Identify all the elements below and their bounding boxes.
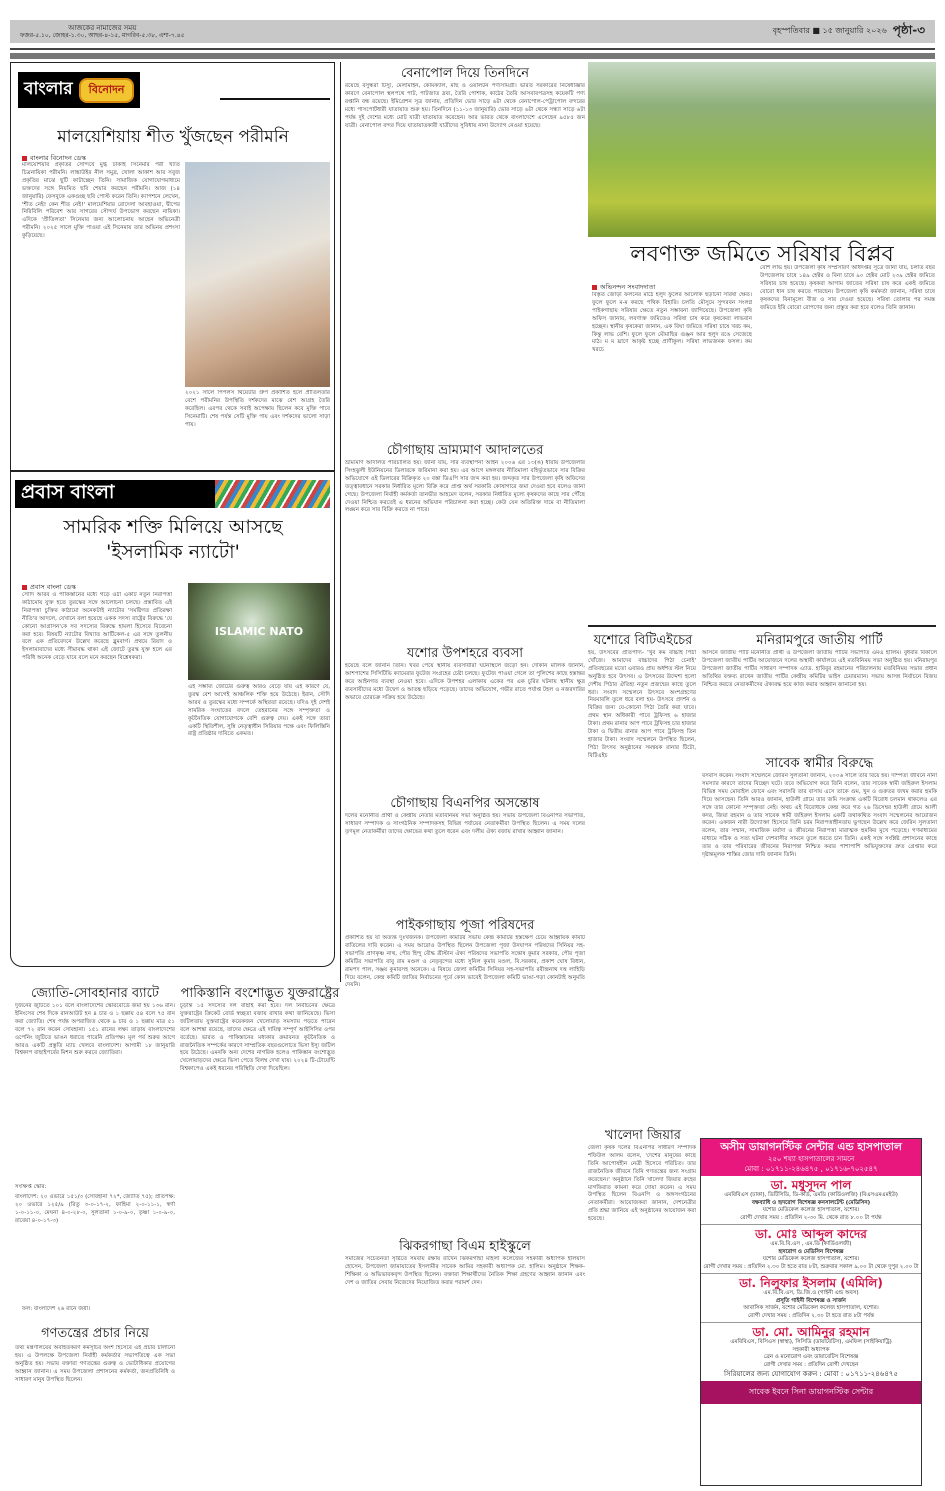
ad-header: [701, 1139, 921, 1176]
page-header-bar: [10, 20, 935, 43]
doctor-hours: রোগী দেখার সময় : প্রতিদিন ২-৩০ মি. থেকে রাত ৮.০০ টা পর্যন্ত: [740, 1214, 882, 1221]
abroad-body-2: এই সম্ভাব্য জোটের গুরুত্ব আরও বেড়ে যায় এই কারণে যে, তুরস্ক বেশ আগেই আঞ্চলিক শক্তি হয়ে উঠেছে। ইরান, সৌদি আরব ও তুরস্কের মধ্যে সম্পর্কে অস্থিরতা রয়েছে। যদিও দুই দেশই সামরিক সংঘাতের বদলে তেহরানের সঙ্গে সম্পৃক্ততা ও কূটনৈতিক যোগাযোগকে বেশি গুরুত্ব দেয়। একই সঙ্গে তারা একটি স্থিতিশীল, সুন্নি নেতৃত্বাধীন সিরিয়ার পক্ষে এবং ফিলিস্তিনি রাষ্ট্র প্রতিষ্ঠার দাবিতে একমত।: [188, 684, 330, 738]
doctor-specialty: হৃদরোগ ও মেডিসিন বিশেষজ্ঞ: [778, 1248, 844, 1255]
byline-text: প্রবাস বাংলা ডেস্ক: [30, 583, 76, 591]
doctor-name: ডা. মো. আমিনুর রহমান: [752, 1325, 870, 1339]
header-rule: [10, 48, 935, 50]
mustard-headline: লবণাক্ত জমিতে সরিষার বিপ্লব: [630, 242, 894, 267]
prayer-times-box: [20, 24, 185, 40]
byline-marker-icon: [592, 285, 597, 290]
diagnostic-center-ad: [700, 1138, 922, 1486]
school-headline: ঝিকরগাছা বিএম হাইস্কুলে: [399, 1239, 531, 1254]
doctor-degrees: এমবিবিএস, বিসিএস (স্বাস্থ্য), সিসিডি (ডায়াবেটিস), এমফিল (সাইকিয়াট্রি): [730, 1339, 892, 1345]
mustard-field-photo: [588, 62, 936, 237]
doctor-specialty: বক্ষব্যাধি ও হৃদরোগ বিশেষজ্ঞ কনসালটেন্ট (মেডিসিন): [751, 1199, 871, 1206]
match-result: ফল: বাংলাদেশ ২৬ রানে জয়ী।: [22, 1306, 91, 1312]
section-label-text: বাংলার: [24, 79, 73, 99]
moniram-headline: মনিরামপুরে জাতীয় পার্টি: [756, 633, 883, 648]
mustard-body: বিস্তৃত জোড়া ফলনের মাঠে হলুদ ফুলের আলোক ছড়ানো সরিষা ক্ষেত। ফুলে ফুলে ম-ম করছে পথিক বিহারি। চলতি মৌসুমে সুন্দরবন সংলগ্ন পাইকগাছায় সরিষার ক্ষেতে নতুন সম্ভাবনা জাগিয়েছে। উপজেলা কৃষি অফিস জানায়, লবণাক্ত জমিতেও সরিষা চাষ করে কৃষকেরা লাভবান হচ্ছেন। স্থানীয় কৃষকেরা জানান, এক বিঘা জমিতে সরিষা চাষে খরচ কম, কিন্তু লাভ বেশি। ফুলে ফুলে মৌমাছির গুঞ্জন আর হলুদ রঙে সেজেছে মাঠ। ম ম ঘ্রাণে আকৃষ্ট হচ্ছে প্রাণীকুল। সরিষা লাভজনক ফসল। কম খরচে: [592, 292, 752, 354]
doctor-card: [701, 1274, 921, 1323]
doctor-name: ডা. মধুসূদন পাল: [770, 1178, 852, 1192]
ex-husband-body: বসবাস করেন। সংবাদ সম্মেলনে জেরিন সুলতানা জানান, ২০০৬ সালে তার বিয়ে হয়। দাম্পত্য জীবনে নানা সমস্যার কারণে তাদের বিচ্ছেদ ঘটে। তবে অভিযোগ করে তিনি বলেন, তার সাবেক স্বামী জহিরুল ইসলাম বিভিন্ন সময় মোবাইল ফোনে এবং সরাসরি তার বাসায় এসে তাকে গুম, খুন ও গুরুতর জখম করার হুমকি দিয়ে আসছেন। তিনি আরও জানান, হাউলী গ্রামে তার জমি সংক্রান্ত একটি বিরোধ চলমান থাকলেও এর সঙ্গে তার কোনো সম্পৃক্ততা নেই। অথচ এই বিরোধকে কেন্দ্র করে গত ২৬ ডিসেম্বর হাউলী গ্রামে আলী কদর, জিয়া রহমান ও তার সাবেক স্বামী জহিরুল ইসলাম একটি তথাকথিত সংবাদ সম্মেলনের আয়োজন করেন। একজন নারী উদ্যোক্তা হিসেবে তিনি চরম নিরাপত্তাহীনতায় ভুগছেন উল্লেখ করে জেরিন সুলতানা বলেন, তার সম্মান, সামাজিক মর্যাদা ও জীবনের নিরাপত্তা মারাত্মক হুমকির মুখে পড়েছে। গণমাধ্যমের মাধ্যমে সঠিক ও সত্য ঘটনা দেশবাসীর সামনে তুলে ধরতে চান তিনি। একই সঙ্গে সংশ্লিষ্ট প্রশাসনের কাছে তার ও তার পরিবারের জীবনের নিরাপত্তা নিশ্চিত করার পাশাপাশি অভিযুক্তদের দ্রুত গ্রেপ্তার করে দৃষ্টান্তমূলক শাস্তির জোর দাবি জানান তিনি।: [702, 773, 937, 859]
doctor-degrees: এম.বি.বি.এস, ডি.জি.ও (গাইনী এন্ড অবস): [763, 1290, 859, 1296]
issue-date: বৃহস্পতিবার ■ ১৫ জানুয়ারি ২০২৬: [772, 26, 887, 35]
moniram-body: আসনে জাতীয় পার্টি মনোনীত প্রার্থী ও উপজেলা জাতীয় পার্টির সভাপতি এমএ হালিম। বুধবার বিকালে উপজেলা জাতীয় পার্টির আয়োজনে দলের অস্থায়ী কার্যালয়ে এই মতবিনিময় সভা অনুষ্ঠিত হয়। মনিরামপুর উপজেলা জাতীয় পার্টির সাধারণ সম্পাদক এ্যাড. হাবিবুর রহমানের পরিচালনায় মতবিনিময় সভার প্রধান অতিথির বক্তব্য রাখেন জাতীয় পার্টির কেন্দ্রীয় কমিটির ভাইস চেয়ারম্যান। সভায় আসন্ন নির্বাচনে বিজয় নিশ্চিত করতে নেতাকর্মীদের ঐক্যবদ্ধ হয়ে কাজ করার আহ্বান জানানো হয়।: [702, 650, 937, 688]
school-body: সমাজের সচেতনতা সৃষ্টিতে সমবায় রক্ষায় রাখেন ঝিকরগাছা মহিলা কলেজের সহকারী অধ্যাপক ইলিয়াস হোসেন, উপজেলা জামায়াতের ইসলামীর সাবেক আমির সহকারী অধ্যাপক মো. হালিম। অনুষ্ঠানে শিক্ষক-শিক্ষিকা ও অভিভাবকবৃন্দ উপস্থিত ছিলেন। বক্তারা শিক্ষার্থীদের নৈতিক শিক্ষা গ্রহণের আহ্বান জানান এবং দেশ ও জাতির সেবায় নিজেদের নিয়োজিত করার পরামর্শ দেন।: [345, 1256, 585, 1286]
column-divider: [340, 62, 341, 982]
khaleda-body: জেলা কৃষক দলের বিএনপির সাধারণ সম্পাদক শফিউল আলম বলেন, 'দেশের মানুষের কাছে তিনি আপোষহীন নেত্রী হিসেবে পরিচিত। তার রাজনৈতিক জীবনে তিনি গণতন্ত্রের জন্য সংগ্রাম করেছেন।' অনুষ্ঠানে তিনি খালেদা জিয়ার রুহের মাগফিরাত কামনা করে দোয়া করেন। এ সময় উপস্থিত ছিলেন বিএনপি ও অঙ্গসংগঠনের নেতাকর্মীরা। আয়োজকরা জানান, দেশনেত্রীর প্রতি শ্রদ্ধা জানিয়ে এই অনুষ্ঠানের আয়োজন করা হয়েছে।: [588, 1145, 696, 1223]
byline-marker-icon: [22, 585, 27, 590]
entertainment-badge: বিনোদন: [79, 78, 135, 103]
usa-cricket-body: চূড়ান্ত ১৫ সদস্যের দল বাছাই করা হবে। দল নির্বাচনের ক্ষেত্রে যুক্তরাষ্ট্রের ক্রিকেট বোর্ড স্বচ্ছতা বজায় রাখার কথা জানিয়েছে। ভিসা জটিলতায় যুক্তরাষ্ট্রের কয়েকজন খেলোয়াড় সমস্যায় পড়তে পারেন বলে আশঙ্কা রয়েছে, তাদের ক্ষেত্রে এই দায়িত্ব সম্পূর্ণ আইসিসির ওপর বর্তেছে। ভারত ও পাকিস্তানের মধ্যকার ক্রমাবনত কূটনৈতিক ও রাজনৈতিক সম্পর্কের কারণে সাম্প্রতিক বছরগুলোতে ভিসা ইস্যু জটিল হয়ে উঠেছে। এমনকি অন্য দেশের নাগরিক হলেও পাকিস্তান বংশোদ্ভূত খেলোয়াড়দের ক্ষেত্রে ভিসা পেতে বিলম্ব দেখা যায়। ২০২৪ টি-টোয়েন্টি বিশ্বকাপেও একই ধরনের পরিস্থিতি দেখা দিয়েছিল।: [180, 1003, 335, 1073]
doctor-hospital: যশোর মেডিকেল কলেজ হাসপাতাল, যশোর।: [762, 1256, 860, 1262]
section-label: [18, 72, 140, 108]
header-band: [10, 53, 935, 59]
abroad-headline-1: সামরিক শক্তি মিলিয়ে আসছে: [63, 516, 283, 538]
prayer-times: ফজর-৫.১০, জোহর-১.৩০, আছর-৪-১৫, মাগরিব-৫.৩৮, এশা-৭.৪৫: [20, 31, 185, 39]
benapole-headline: বেনাপোল দিয়ে তিনদিনে: [400, 66, 529, 81]
abroad-body: সৌদি আরব ও পাকিস্তানের মধ্যে গড়ে ওঠা একটি নতুন নিরাপত্তা কাঠামোয় যুক্ত হতে তুরস্কের সঙ্গে আলোচনা চলছে। প্রস্তাবিত এই নিরাপত্তা চুক্তির কাঠামো অনেকটাই ন্যাটোর 'সমষ্টিগত প্রতিরক্ষা নীতি'র আদলে, যেখানে বলা হয়েছে একক সদস্য রাষ্ট্রের বিরুদ্ধে 'যে কোনো আগ্রাসন'কে সব সদস্যের বিরুদ্ধে হামলা হিসেবে বিবেচনা করা হবে। বিষয়টি ন্যাটোর বিখ্যাত আর্টিকেল-৫ এর সঙ্গে তুলনীয় বলে এক প্রতিবেদনে উল্লেখ করেছে ব্লুমবার্গ। প্রথমে রিয়াদ ও ইসলামাবাদের মধ্যে সীমাবদ্ধ থাকা এই জোটে তুরস্ক যুক্ত হলে এর পরিধি অনেক বেড়ে যাবে বলে মনে করছেন বিশ্লেষকরা।: [22, 592, 172, 662]
khaleda-headline: খালেদা জিয়ার: [605, 1128, 681, 1143]
byline-text: অভিনন্দন সংবাদদাতা: [600, 283, 656, 291]
mustard-body-2: বেশি লাভ হয়। উপজেলা কৃষি সম্প্রসারণ অধিদপ্তর সূত্রে জানা যায়, চলতি বছর উপজেলায় চাষে ১৪৯ হেক্টর ও বিনা চাষে ৯০ হেক্টর মোট ২৩৯ হেক্টর জমিতে সরিষার চাষ হয়েছে। কৃষকরা আগাম জাতের সরিষা চাষ করে একই জমিতে বোরো ধান চাষ করতে পারছেন। উপজেলা কৃষি কর্মকর্তা জানান, সরিষা চাষে কৃষকদের বিনামূল্যে বীজ ও সার দেওয়া হয়েছে। সরিষা তোলার পর সমস্ত জমিতে ইরি বোরো রোপণের জন্য প্রস্তুত করা হবে বলেও তিনি জানান।: [760, 265, 935, 311]
dateline: [773, 22, 925, 42]
entertainment-section-header: [18, 72, 140, 108]
doctor-specialty: প্রসূতি গাইনী বিশেষজ্ঞ ও সার্জন: [776, 1297, 846, 1304]
doctor-card: [701, 1176, 921, 1225]
doctor-hospital: যশোর মেডিকেল কলেজ হাসপাতাল, যশোর।: [762, 1207, 860, 1213]
abroad-headline-2: 'ইসলামিক ন্যাটো': [106, 541, 240, 563]
page-number: পৃষ্ঠা-৩: [892, 22, 925, 37]
prayer-title: আজকের নামাজের সময়: [68, 23, 137, 32]
doctor-hours: রোগী দেখার সময় : প্রতিদিন ২.৩০ টা হতে রাত ৮টা, শুক্রবার সকাল ৯.০০ টা থেকে দুপুর ২.০০ টা: [703, 1263, 919, 1270]
islamic-nato-image: ISLAMIC NATO: [188, 583, 330, 680]
section-divider: [588, 625, 936, 627]
ex-husband-headline: সাবেক স্বামীর বিরুদ্ধে: [765, 756, 874, 771]
doctor-hours: রোগী দেখার সময় : প্রতিদিন রোগী দেখছেন: [763, 1361, 859, 1368]
center-location: ২৫০ শয্যা হাসপাতালের সামনে: [767, 1155, 855, 1163]
cricket-headline: জ্যোতি-সোবহানার ব্যাটে: [31, 986, 159, 1001]
entertainment-body: মালয়েশিয়ার প্রকৃতির সৌন্দর্যে মুগ্ধ ঢাকাই সিনেমার পরী খ্যাত চিত্রনায়িকা পরীমনি। লাঙ্কাউইর নীল সমুদ্র, খোলা আকাশ আর সবুজ প্রকৃতির মাঝে ছুটি কাটাচ্ছেন তিনি। সামাজিক যোগাযোগমাধ্যমে ভক্তদের সঙ্গে নিয়মিত ছবি শেয়ার করছেন পরীমনি। আজ (১৪ জানুয়ারি) ফেসবুকে একগুচ্ছ ছবি পোস্ট করেন তিনি। ক্যাপশনে লেখেন, 'শীত নেই! কেন শীত নেই!' মালয়েশিয়ার রোদেলা আবহাওয়া, দ্বীপের নিরিবিলি পরিবেশ আর সাগরের সৌন্দর্য উপভোগ করছেন নায়িকা। এদিকে 'প্রীতিলতা' সিনেমার জন্য আলোচনায় আছেন অভিনেত্রী পরীমনি। ২০২৫ সালে মুক্তি পাওয়া এই সিনেমায় তার অভিনয় প্রশংসা কুড়িয়েছে।: [22, 162, 180, 240]
benapole-body: রয়েছে বসুন্ধরা টিস্যু, মেলামাইন, কেমিক্যাল, মাছ ও ওয়ালটন পণ্যসামগ্রী। ভারত সরকারের নিষেধাজ্ঞার কারণে বেনাপোল স্থলপথে পাট, পাটজাত দ্রব্য, তৈরি পোশাক, কাঠের তৈরি আসবাবপত্রসহ কয়েকটি পণ্য রপ্তানি বন্ধ রয়েছে। ইমিগ্রেশন সূত্র জানায়, প্রতিদিন ভোর সাড়ে ৬টা থেকে বেনাপোল-পেট্রাপোল বন্দরের মধ্যে পাসপোর্টধারী যাতায়াত শুরু হয়। তিনদিনে (১১-১৩ জানুয়ারি) ভোর সাড়ে ৬টা থেকে সন্ধ্যা সাড়ে ৬টা পর্যন্ত দুই দেশের মধ্যে মোট যাত্রী যাতায়াত করেছেন। আর ভারত থেকে বাংলাদেশে এসেছেন ৯৫৮৫ জন যাত্রী। বেনাপোল বন্দর দিয়ে যাতায়াতকারী যাত্রীদের সুবিধায় নানা উদ্যোগ নেওয়া হয়েছে।: [345, 83, 585, 129]
usa-cricket-headline: পাকিস্তানি বংশোদ্ভূত যুক্তরাষ্ট্রের: [180, 986, 340, 1001]
doctor-hospital: আবাসিক সার্জন, যশোর মেডিকেল কলেজ হাসপাতাল, যশোর।: [743, 1305, 879, 1311]
bnp-headline: চৌগাছায় বিএনপির অসন্তোষ: [390, 796, 540, 811]
jashore-business-headline: যশোর উপশহরে ব্যবসা: [406, 646, 524, 661]
section-divider: [10, 470, 335, 472]
doctor-hours: রোগী দেখার সময় : প্রতিদিন ২.৩০ টা হতে রাত ৮টা পর্যন্ত: [747, 1312, 875, 1319]
entertainment-headline: মালয়েশিয়ায় শীত খুঁজছেন পরীমনি: [57, 127, 289, 147]
democracy-body: তথ্য মন্ত্রণালয়ের অবহিতকরণ কর্মসূচির অংশ হিসেবে এই প্রচার চালানো হয়। এ উপলক্ষে উপজেলা নির্বাহী কর্মকর্তার সভাপতিত্বে এক সভা অনুষ্ঠিত হয়। সভায় বক্তারা গণতন্ত্রের গুরুত্ব ও ভোটাধিকার প্রয়োগের আহ্বান জানান। এ সময় উপজেলা প্রশাসনের কর্মকর্তা, জনপ্রতিনিধি ও সাধারণ মানুষ উপস্থিত ছিলেন।: [15, 1345, 175, 1383]
cricket-body: দুজনের জুটিতে ১০১ বলে বাংলাদেশের স্কোরবোর্ডে জমা হয় ১৩৬ রান। ইনিংসের শেষ দিকে রানআউট হন ৪ চার ও ১ ছক্কায় ৫৪ বলে ৭৫ রান করা জ্যোতি। শেষ পর্যন্ত অপরাজিত থেকে ৯ চার ও ১ ছক্কায় মাত্র ৫১ বলে ৭২ রান করেন সোবহানা। ১৫১ রানের লক্ষ্য তাড়ায় বাংলাদেশের ওপেনিং জুটিতে ভাঙন ধরাতে পারেনি প্রতিপক্ষ। মূল পর্ব শুরুর আগে আরও একটি প্রস্তুতি ম্যাচ খেলবে বাংলাদেশ। আগামী ১৮ জানুয়ারি বিশ্বকাপ বাছাইপর্বের মিশন শুরু করবে জ্যোতিরা।: [15, 1003, 175, 1057]
serial-contact: সিরিয়ালের জন্য যোগাযোগ করুন : মোবা : ০১৭১১-২৪৬৪৭৫: [724, 1370, 898, 1378]
doctor-hospital: ব্রেন ও মনোরোগ এবং ডায়াবেটিস বিশেষজ্ঞ: [763, 1354, 859, 1360]
doctor-degrees: এম.বি.বি.এস , এম.ডি (কার্ডিওলজী): [770, 1241, 852, 1247]
doctor-name: ডা. নিলুফার ইসলাম (এমিলি): [739, 1276, 883, 1290]
bnp-body: দলের মনোনীত প্রার্থী ও কেন্দ্রীয় নেতার মতবিনিময় সভা অনুষ্ঠিত হয়। সভায় উপজেলা বিএনপির সভাপতি, সাধারণ সম্পাদক ও সাংগঠনিক সম্পাদকসহ বিভিন্ন পর্যায়ের নেতাকর্মীরা উপস্থিত ছিলেন। এ সময় দলের তৃণমূল নেতাকর্মীরা তাদের ক্ষোভের কথা তুলে ধরেন এবং দলীয় ঐক্য বজায় রাখার আহ্বান জানান।: [345, 813, 585, 835]
puja-headline: পাইকগাছায় পূজা পরিষদের: [395, 918, 535, 933]
abroad-section-label: [15, 480, 215, 508]
puja-body: প্রকাশিত হয় যা অত্যন্ত দুঃখজনক। উপজেলা কমিটির সভায় কেন্দ্র কমিটির হস্তক্ষেপ চেয়ে আহ্বায়ক কমিটি বাতিলের দাবি করেন। এ সময় আরোও উপস্থিত ছিলেন উপজেলা পূজা উদযাপন পরিষদের সিনিয়র সহ-সভাপতি প্রাণকৃষ্ণ নাথ, পৌর হিন্দু বৌদ্ধ খ্রীস্টান ঐক্য পরিষদের সভাপতি সন্তোষ কুমার সরকার, পৌর পূজা কমিটির সভাপতি বাবু রাম মণ্ডল ও নেতৃবৃন্দের মধ্যে সুনিল কুমার মণ্ডল, বি.সরকার, প্রকাশ ঘোষ বিধান, রামপদ পাল, সঞ্জয় কুমারসহ অনেকে। এ বিষয়ে জেলা কমিটির সিনিয়র সহ-সভাপতি রবীন্দ্রনাথ দত্ত লাহিড়ি দিয়ে বলেন, কেন্দ্র কমিটি জাতির নির্বাচনের পূর্বে কোন ভাবেই উপজেলা কমিটি ভাঙা-গড়া কোনটাই অনুমতি দেয়নি।: [345, 935, 585, 989]
center-phone: মোবা : ০১৭১১-২৪৬৪৭৫ , ০১৭১৬-৭০২৫৪৭: [744, 1165, 878, 1173]
section-rule: [220, 98, 330, 100]
democracy-headline: গণতন্ত্রের প্রচার নিয়ে: [41, 1326, 149, 1341]
abroad-label-text: প্রবাস বাংলা: [21, 481, 115, 503]
chougachha-court-body: ভ্রাম্যমাণ আদালত পরিচালিত হয়। জানা যায়, সার ব্যবস্থাপনা আইন ২০০৬ এর ১৩(ঙ) ধারায় উপজেলার সিংহঝুলী ইউনিয়নের ডিলারকে জরিমানা করা হয়। এর আগে মঙ্গলবার নীতিমালা বহির্ভূতভাবে সার বিক্রির অভিযোগে ওই ডিলারের বিক্রিকৃত ২০ বস্তা ডিএপি সার জব্দ করা হয়। জব্দকৃত সার উপজেলা কৃষি অফিসের তত্ত্বাবধানে সরকার নির্ধারিত মূল্যে বিক্রি করে প্রাপ্ত অর্থ সরকারি কোষাগারে জমা দেওয়া হবে বলেও জানা গেছে। উপজেলা নির্বাহী কর্মকর্তা তানভীর আহমেদ বলেন, সরকার নির্ধারিত মূল্যে কৃষকদের কাছে সার পৌঁছে দেওয়া নিশ্চিত করতেই এ ধরনের অভিযান পরিচালনা করা হচ্ছে। কেউ যেন অতিরিক্ত দামে বা নীতিমালা লঙ্ঘন করে সার বিক্রি করতে না পারে।: [345, 460, 585, 514]
ad-footer: সাবেক ইবনে সিনা ডায়াগনস্টিক সেন্টার: [701, 1381, 921, 1404]
scorecard-title: সংক্ষিপ্ত স্কোর:: [15, 1184, 47, 1190]
doctor-card: [701, 1323, 921, 1381]
doctor-name: ডা. মোঃ আব্দুল কাদের: [755, 1227, 867, 1241]
doctor-specialty: সহকারী অধ্যাপক: [792, 1346, 830, 1353]
center-name: অসীম ডায়াগনস্টিক সেন্টার এন্ড হাসপাতাল: [720, 1141, 902, 1153]
doctor-card: [701, 1225, 921, 1274]
scorecard: বাংলাদেশ: ২০ ওভারে ১৫১/৩ (সোবহানা ৭২*, জ্যোতি ৭৫); প্রতিপক্ষ: ২০ ওভারে ১২৫/৯ (রিতু ৩-০-১৭-২, ফাহিমা ২-০-১১-১, স্বর্ণা ১-০-১১-০, মেঘনা ৪-০-২৮-০, সুলতানা ১-০-৯-০, তৃষ্ণা ১-০-৯-০, রাবেয়া ৪-০-১৭-৩): [15, 1194, 175, 1224]
byline-text: বাংলার বিনোদন ডেস্ক: [30, 154, 86, 162]
entertainment-body-2: ২০২১ সালে পিপলস থিয়েটার গ্রুপ প্রকাশিত হলে প্রীতিলতার বেশে পরীমনির উপস্থিতি দর্শকদের মাঝে বেশ আগ্রহ তৈরি করেছিল। এরপর থেকে সবাই অপেক্ষায় ছিলেন কবে মুক্তি পাবে সিনেমাটি। শেষ পর্যন্ত সেটি মুক্তি পায় এবং দর্শকদের ভালো সাড়া পায়।: [185, 390, 330, 428]
bt-aich-headline: যশোরে বিটিএইচের: [593, 633, 693, 648]
doctor-degrees: এমবিবিএস (ঢাকা), ডিটিসিডি, ডি-কার্ড, এমডি (কার্ডিওলজি) (বিএসএমএমইউ): [724, 1192, 898, 1198]
chougachha-court-headline: চৌগাছায় ভ্রাম্যমাণ আদালতের: [386, 443, 544, 458]
bt-aich-body: হয়, উৎসবের প্রতিপাদ্য- 'খুব কম বাচ্চাই পিঠা খোঁজে। আমাদের বাচ্চাদের পিঠা চেনাই' প্রতিবছরের মতো এবারও প্রায় অর্ধশত স্টল নিয়ে অনুষ্ঠিত হবে উৎসব। এ উৎসবের উদ্দেশ্য হলো দেশীয় পিঠার ঐতিহ্য নতুন প্রজন্মের কাছে তুলে ধরা। সংবাদ সম্মেলনে উৎসবে অংশগ্রহণের নিয়মাবলি তুলে ধরে বলা হয়- উৎসবে প্রদর্শন ও বিক্রির জন্য যে-কোনো পিঠা তৈরি করা যাবে। প্রথম স্থান অধিকারী পাবে ট্রফিসহ ৬ হাজার টাকা। প্রথম রানার আপ পাবে ট্রফিসহ চার হাজার টাকা ও দ্বিতীয় রানার আপ পাবে ট্রফিসহ তিন হাজার টাকা। সংবাদ সম্মেলনে উপস্থিত ছিলেন, পিঠা উৎসব অনুষ্ঠানের সমন্বয়ক রানার টিটো, বিটিএইচ: [588, 650, 696, 759]
parimoni-photo: [185, 162, 330, 387]
flags-banner: [215, 480, 330, 508]
byline-marker-icon: [22, 156, 27, 161]
jashore-business-body: হয়েছে বলে জানান তিনি। খবর পেয়ে স্থানীয় ব্যবসায়ীরা ঘটনাস্থলে জড়ো হন। দোকান মালিক জানান, আশপাশের সিসিটিভি ক্যামেরার ফুটেজ সংগ্রহের চেষ্টা চলছে। ফুটেজ পাওয়া গেলে তা পুলিশের কাছে হস্তান্তর করে আইনগত ব্যবস্থা নেওয়া হবে। এদিকে উপশহর এলাকায় একের পর এক চুরির ঘটনায় স্থানীয় ক্ষুদ্র ব্যবসায়ীদের মধ্যে উদ্বেগ ও আতঙ্ক ছড়িয়ে পড়েছে। তাদের অভিযোগ, গভীর রাতে পর্যাপ্ত টহল ও নজরদারির অভাবে চোরচক্র সক্রিয় হয়ে উঠেছে।: [345, 663, 585, 701]
